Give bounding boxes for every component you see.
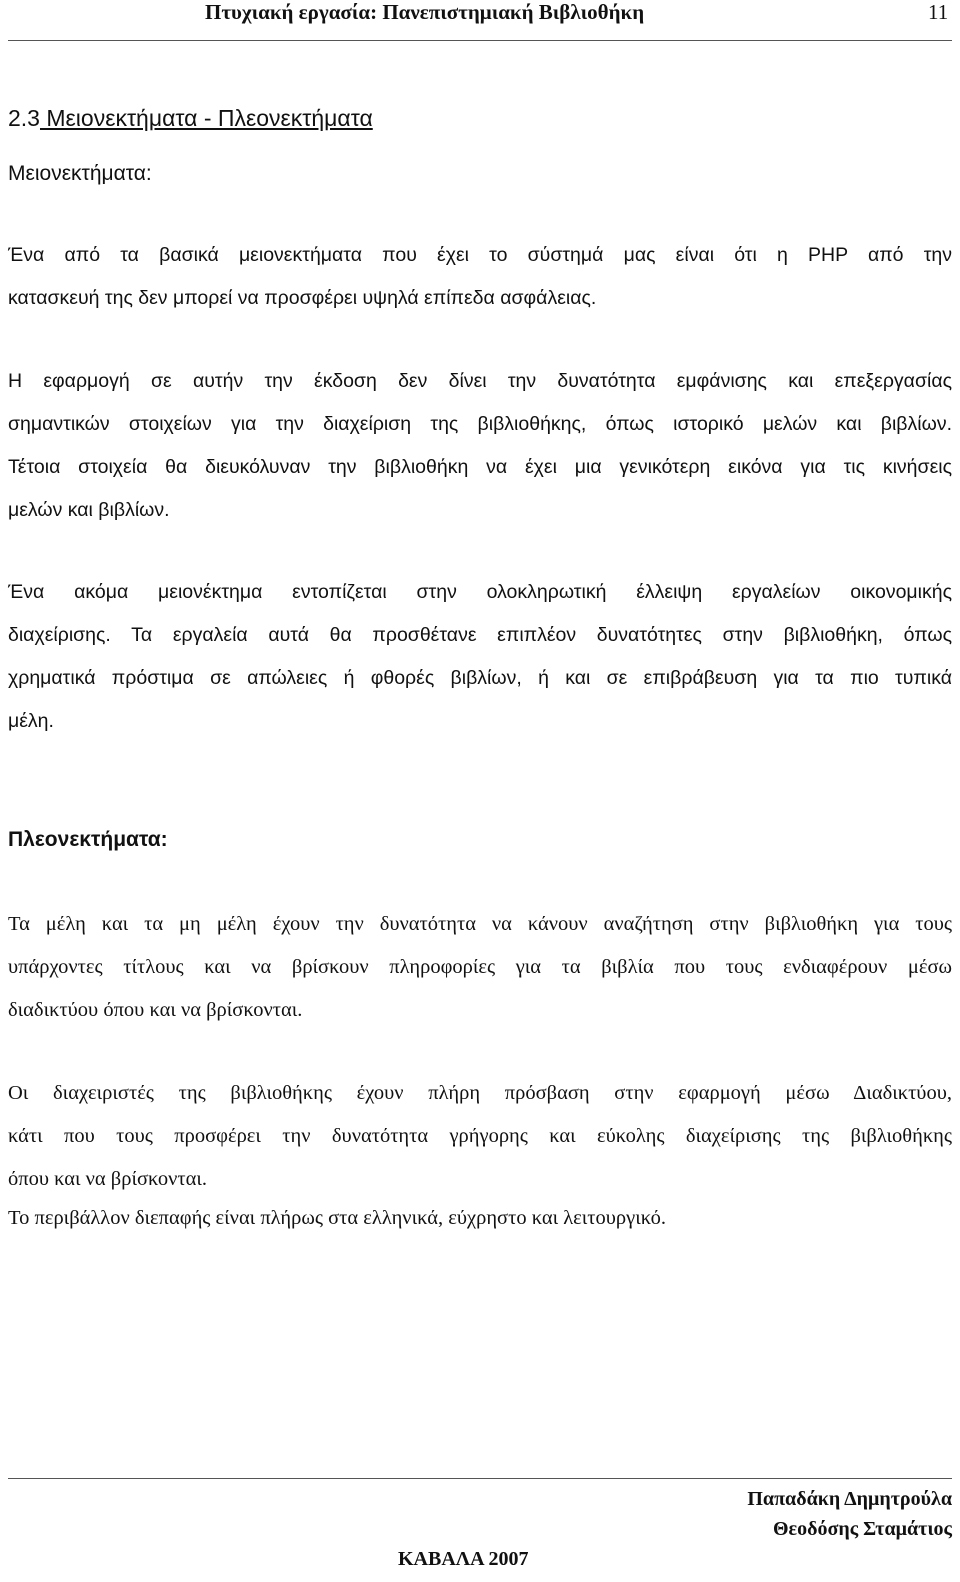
page-number: 11 [928, 0, 949, 24]
section-title: Μειονεκτήματα - Πλεονεκτήματα [39, 105, 373, 131]
paragraph-line: υπάρχοντες τίτλους και να βρίσκουν πληροφορίες για τα βιβλία που τους ενδιαφέρουν μέσω [8, 956, 952, 978]
paragraph-line: Οι διαχειριστές της βιβλιοθήκης έχουν πλήρη πρόσβαση στην εφαρμογή μέσω Διαδικτύου, [8, 1082, 952, 1104]
paragraph-line: Η εφαρμογή σε αυτήν την έκδοση δεν δίνει την δυνατότητα εμφάνισης και επεξεργασίας [8, 370, 952, 392]
footer-rule [8, 1478, 952, 1479]
author-name: Θεοδόσης Σταμάτιος [772, 1518, 952, 1540]
advantages-heading: Πλεονεκτήματα: [8, 828, 168, 851]
paragraph-line: διαχείρισης. Τα εργαλεία αυτά θα προσθέτανε επιπλέον δυνατότητες στην βιβλιοθήκη, όπως [8, 624, 952, 646]
section-number: 2.3 [8, 105, 40, 131]
paragraph-line: όπου και να βρίσκονται. [8, 1168, 208, 1190]
disadvantages-paragraph-3 [8, 571, 952, 743]
header-title: Πτυχιακή εργασία: Πανεπιστημιακή Βιβλιοθήκη [205, 0, 645, 24]
paragraph-line: Το περιβάλλον διεπαφής είναι πλήρως στα ελληνικά, εύχρηστο και λειτουργικό. [8, 1207, 666, 1229]
paragraph-line: κατασκευή της δεν μπορεί να προσφέρει υψηλά επίπεδα ασφάλειας. [8, 287, 597, 309]
header-rule [8, 40, 952, 41]
paragraph-line: κάτι που τους προσφέρει την δυνατότητα γρήγορης και εύκολης διαχείρισης της βιβλιοθήκης [8, 1125, 952, 1147]
disadvantages-heading: Μειονεκτήματα: [8, 162, 152, 185]
disadvantages-paragraph-1 [8, 234, 952, 320]
paragraph-line: μελών και βιβλίων. [8, 499, 170, 521]
footer-city-year: ΚΑΒΑΛΑ 2007 [398, 1548, 529, 1570]
advantages-paragraph-1 [8, 903, 952, 1032]
paragraph-line: Ένα από τα βασικά μειονεκτήματα που έχει το σύστημά μας είναι ότι η PHP από την [8, 244, 952, 266]
advantages-paragraph-2 [8, 1072, 952, 1201]
paragraph-line: σημαντικών στοιχείων για την διαχείριση της βιβλιοθήκης, όπως ιστορικό μελών και βιβλίων. [8, 413, 952, 435]
paragraph-line: διαδικτύου όπου και να βρίσκονται. [8, 999, 303, 1021]
paragraph-line: Ένα ακόμα μειονέκτημα εντοπίζεται στην ολοκληρωτική έλλειψη εργαλείων οικονομικής [8, 581, 952, 603]
paragraph-line: Τέτοια στοιχεία θα διευκόλυναν την βιβλιοθήκη να έχει μια γενικότερη εικόνα για τις κινήσεις [8, 456, 952, 478]
author-name: Παπαδάκη Δημητρούλα [747, 1488, 952, 1510]
disadvantages-paragraph-2 [8, 360, 952, 532]
paragraph-line: μέλη. [8, 710, 54, 732]
paragraph-line: χρηματικά πρόστιμα σε απώλειες ή φθορές βιβλίων, ή και σε επιβράβευση για τα πιο τυπικά [8, 667, 952, 689]
section-heading [8, 105, 373, 132]
paragraph-line: Τα μέλη και τα μη μέλη έχουν την δυνατότητα να κάνουν αναζήτηση στην βιβλιοθήκη για τους [8, 913, 952, 935]
advantages-paragraph-3 [8, 1197, 952, 1240]
